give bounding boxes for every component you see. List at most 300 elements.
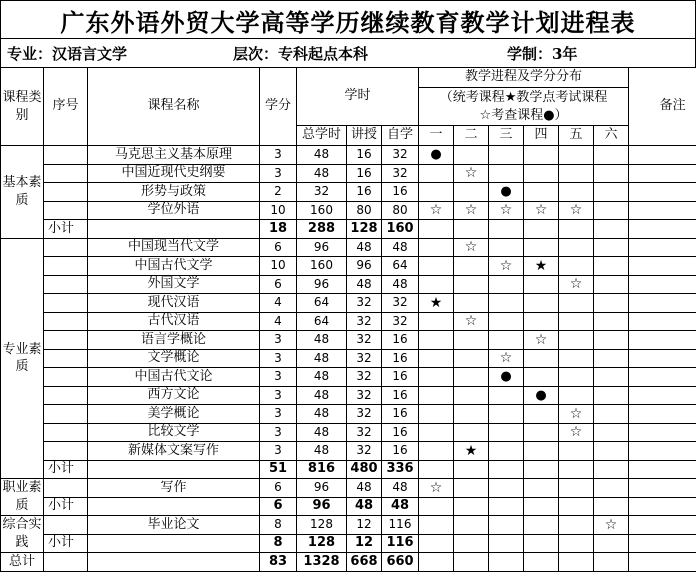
credit-cell: 6	[260, 238, 297, 257]
self-study-cell: 16	[382, 386, 419, 405]
semester-cell	[524, 201, 559, 220]
total-hours-cell: 48	[297, 405, 347, 424]
header-semester-1: 一	[419, 126, 454, 146]
semester-cell	[594, 312, 629, 331]
header-hours: 学时	[297, 68, 419, 126]
subtotal-label: 小计	[44, 534, 88, 553]
semester-cell	[489, 312, 524, 331]
remarks-cell	[629, 164, 696, 183]
semester-cell	[454, 238, 489, 257]
category-label: 综合实践	[1, 516, 44, 553]
credit-cell: 6	[260, 479, 297, 498]
semester-cell	[489, 275, 524, 294]
filled-star-icon: ★	[429, 294, 443, 311]
total-hours-cell: 48	[297, 386, 347, 405]
course-row	[1, 405, 696, 424]
credit-cell: 3	[260, 442, 297, 461]
category-label: 专业素质	[1, 238, 44, 479]
credit-cell: 4	[260, 294, 297, 313]
legend-line-2: ☆考查课程●）	[479, 107, 568, 123]
blank-cell	[88, 497, 260, 516]
remarks-cell	[629, 386, 696, 405]
remarks-cell	[629, 349, 696, 368]
semester-cell	[454, 386, 489, 405]
seq-cell	[44, 312, 88, 331]
remarks-cell	[629, 331, 696, 350]
semester-cell	[489, 405, 524, 424]
blank-cell	[454, 460, 489, 479]
semester-cell	[489, 183, 524, 202]
course-name: 写作	[88, 479, 260, 498]
semester-cell	[594, 238, 629, 257]
semester-cell	[559, 386, 594, 405]
semester-cell	[454, 349, 489, 368]
lecture-hours-cell: 48	[347, 275, 382, 294]
semester-cell	[454, 275, 489, 294]
grand-total-label: 总计	[1, 553, 44, 572]
semester-cell	[594, 423, 629, 442]
semester-cell	[559, 312, 594, 331]
blank-cell	[629, 220, 696, 239]
lecture-hours-cell: 32	[347, 386, 382, 405]
self-study-cell: 32	[382, 146, 419, 165]
self-study-cell: 16	[382, 405, 419, 424]
semester-cell	[454, 312, 489, 331]
total-hours-cell: 160	[297, 257, 347, 276]
subtotal-credit: 51	[260, 460, 297, 479]
semester-cell	[419, 164, 454, 183]
blank-cell	[559, 553, 594, 572]
semester-cell	[524, 238, 559, 257]
self-study-cell: 32	[382, 294, 419, 313]
semester-cell	[489, 516, 524, 535]
blank-cell	[629, 534, 696, 553]
seq-cell	[44, 368, 88, 387]
blank-cell	[629, 497, 696, 516]
seq-cell	[44, 405, 88, 424]
semester-cell	[454, 423, 489, 442]
semester-cell	[454, 368, 489, 387]
course-row	[1, 479, 696, 498]
legend-line-1: （统考课程★教学点考试课程	[439, 89, 608, 105]
subtotal-self: 48	[382, 497, 419, 516]
level-label: 层次：专科起点本科	[233, 45, 369, 63]
seq-cell	[44, 294, 88, 313]
semester-cell	[454, 294, 489, 313]
semester-cell	[489, 238, 524, 257]
header-progress: 教学进程及学分分布	[419, 68, 629, 88]
hollow-star-icon: ☆	[569, 405, 583, 422]
course-name: 毕业论文	[88, 516, 260, 535]
credit-cell: 3	[260, 368, 297, 387]
lecture-hours-cell: 16	[347, 164, 382, 183]
total-hours-cell: 128	[297, 516, 347, 535]
header-seq: 序号	[44, 68, 88, 146]
course-name: 文学概论	[88, 349, 260, 368]
credit-cell: 3	[260, 331, 297, 350]
semester-cell	[524, 312, 559, 331]
semester-cell	[559, 516, 594, 535]
blank-cell	[454, 220, 489, 239]
semester-cell	[419, 257, 454, 276]
self-study-cell: 16	[382, 183, 419, 202]
semester-cell	[489, 349, 524, 368]
header-credit: 学分	[260, 68, 297, 146]
header-legend	[419, 88, 629, 126]
course-name: 比较文学	[88, 423, 260, 442]
blank-cell	[489, 460, 524, 479]
filled-circle-icon: ●	[500, 369, 512, 385]
total-hours-cell: 48	[297, 442, 347, 461]
blank-cell	[88, 220, 260, 239]
credit-cell: 3	[260, 386, 297, 405]
seq-cell	[44, 146, 88, 165]
credit-cell: 3	[260, 405, 297, 424]
total-hours-cell: 48	[297, 368, 347, 387]
self-study-cell: 16	[382, 442, 419, 461]
semester-cell	[454, 331, 489, 350]
semester-cell	[489, 146, 524, 165]
semester-cell	[559, 257, 594, 276]
semester-cell	[559, 294, 594, 313]
blank-cell	[88, 534, 260, 553]
course-row	[1, 312, 696, 331]
self-study-cell: 16	[382, 423, 419, 442]
seq-cell	[44, 238, 88, 257]
hollow-star-icon: ☆	[464, 313, 478, 330]
semester-cell	[419, 312, 454, 331]
header-self: 自学	[382, 126, 419, 146]
blank-cell	[454, 497, 489, 516]
lecture-hours-cell: 12	[347, 516, 382, 535]
major-label: 专业：汉语言文学	[7, 45, 128, 63]
semester-cell	[559, 423, 594, 442]
semester-cell	[594, 349, 629, 368]
semester-cell	[454, 257, 489, 276]
subtotal-row	[1, 497, 696, 516]
blank-cell	[559, 220, 594, 239]
filled-circle-icon: ●	[535, 387, 547, 403]
semester-cell	[524, 164, 559, 183]
blank-cell	[559, 534, 594, 553]
subtotal-credit: 18	[260, 220, 297, 239]
self-study-cell: 16	[382, 368, 419, 387]
self-study-cell: 80	[382, 201, 419, 220]
course-row	[1, 386, 696, 405]
semester-cell	[419, 349, 454, 368]
semester-cell	[419, 183, 454, 202]
hollow-star-icon: ☆	[429, 202, 443, 219]
course-name: 中国古代文论	[88, 368, 260, 387]
semester-cell	[419, 479, 454, 498]
course-name: 中国现当代文学	[88, 238, 260, 257]
remarks-cell	[629, 423, 696, 442]
semester-cell	[524, 405, 559, 424]
semester-cell	[559, 201, 594, 220]
total-hours-cell: 160	[297, 201, 347, 220]
course-name: 学位外语	[88, 201, 260, 220]
seq-cell	[44, 349, 88, 368]
course-name: 外国文学	[88, 275, 260, 294]
subtotal-self: 160	[382, 220, 419, 239]
semester-cell	[454, 479, 489, 498]
course-row	[1, 146, 696, 165]
semester-cell	[419, 405, 454, 424]
subtotal-lecture: 480	[347, 460, 382, 479]
course-name: 中国近现代史纲要	[88, 164, 260, 183]
subtotal-total-hours: 288	[297, 220, 347, 239]
blank-cell	[88, 460, 260, 479]
total-hours-cell: 48	[297, 349, 347, 368]
category-label: 基本素质	[1, 146, 44, 239]
course-row	[1, 331, 696, 350]
self-study-cell: 16	[382, 331, 419, 350]
lecture-hours-cell: 32	[347, 405, 382, 424]
credit-cell: 6	[260, 275, 297, 294]
grand-total-self: 660	[382, 553, 419, 572]
total-hours-cell: 48	[297, 331, 347, 350]
semester-cell	[489, 257, 524, 276]
semester-cell	[524, 368, 559, 387]
subtotal-total-hours: 128	[297, 534, 347, 553]
semester-cell	[594, 405, 629, 424]
header-semester-6: 六	[594, 126, 629, 146]
course-name: 美学概论	[88, 405, 260, 424]
header-category: 课程类别	[1, 68, 44, 146]
lecture-hours-cell: 48	[347, 238, 382, 257]
credit-cell: 10	[260, 257, 297, 276]
semester-cell	[524, 479, 559, 498]
program-info	[0, 38, 696, 67]
semester-cell	[594, 164, 629, 183]
semester-cell	[489, 201, 524, 220]
self-study-cell: 48	[382, 238, 419, 257]
blank-cell	[419, 553, 454, 572]
self-study-cell: 32	[382, 164, 419, 183]
course-row	[1, 201, 696, 220]
hollow-star-icon: ☆	[499, 202, 513, 219]
total-hours-cell: 64	[297, 312, 347, 331]
course-plan-table	[0, 67, 696, 572]
semester-cell	[559, 164, 594, 183]
total-hours-cell: 96	[297, 479, 347, 498]
lecture-hours-cell: 32	[347, 423, 382, 442]
subtotal-label: 小计	[44, 220, 88, 239]
blank-cell	[524, 553, 559, 572]
header-total-hours: 总学时	[297, 126, 347, 146]
seq-cell	[44, 386, 88, 405]
blank-cell	[594, 220, 629, 239]
lecture-hours-cell: 96	[347, 257, 382, 276]
semester-cell	[454, 516, 489, 535]
blank-cell	[629, 553, 696, 572]
grand-total-lecture: 668	[347, 553, 382, 572]
grand-total-hours: 1328	[297, 553, 347, 572]
remarks-cell	[629, 183, 696, 202]
self-study-cell: 48	[382, 275, 419, 294]
hollow-star-icon: ☆	[534, 202, 548, 219]
lecture-hours-cell: 16	[347, 146, 382, 165]
filled-star-icon: ★	[534, 257, 548, 274]
course-row	[1, 349, 696, 368]
semester-cell	[524, 275, 559, 294]
semester-cell	[419, 146, 454, 165]
hollow-star-icon: ☆	[569, 276, 583, 293]
self-study-cell: 48	[382, 479, 419, 498]
semester-cell	[454, 164, 489, 183]
course-name: 中国古代文学	[88, 257, 260, 276]
blank-cell	[419, 220, 454, 239]
remarks-cell	[629, 442, 696, 461]
credit-cell: 10	[260, 201, 297, 220]
hollow-star-icon: ☆	[604, 516, 618, 533]
semester-cell	[419, 201, 454, 220]
page-title: 广东外语外贸大学高等学历继续教育教学计划进程表	[0, 0, 696, 39]
header-remarks: 备注	[629, 68, 696, 146]
subtotal-self: 336	[382, 460, 419, 479]
semester-cell	[594, 331, 629, 350]
semester-cell	[559, 405, 594, 424]
semester-cell	[524, 386, 559, 405]
course-row	[1, 442, 696, 461]
hollow-star-icon: ☆	[569, 202, 583, 219]
semester-cell	[489, 294, 524, 313]
semester-cell	[594, 294, 629, 313]
semester-cell	[594, 257, 629, 276]
subtotal-self: 116	[382, 534, 419, 553]
header-semester-3: 三	[489, 126, 524, 146]
semester-cell	[594, 146, 629, 165]
lecture-hours-cell: 32	[347, 442, 382, 461]
course-name: 形势与政策	[88, 183, 260, 202]
semester-cell	[524, 294, 559, 313]
remarks-cell	[629, 405, 696, 424]
header-lecture: 讲授	[347, 126, 382, 146]
semester-cell	[524, 331, 559, 350]
subtotal-lecture: 48	[347, 497, 382, 516]
semester-cell	[524, 349, 559, 368]
lecture-hours-cell: 48	[347, 479, 382, 498]
semester-cell	[524, 516, 559, 535]
category-label: 职业素质	[1, 479, 44, 516]
semester-cell	[419, 238, 454, 257]
semester-cell	[594, 479, 629, 498]
lecture-hours-cell: 16	[347, 183, 382, 202]
semester-cell	[524, 146, 559, 165]
semester-cell	[489, 331, 524, 350]
blank-cell	[629, 460, 696, 479]
semester-cell	[419, 331, 454, 350]
semester-cell	[489, 423, 524, 442]
total-hours-cell: 32	[297, 183, 347, 202]
credit-cell: 4	[260, 312, 297, 331]
blank-cell	[524, 534, 559, 553]
blank-cell	[419, 534, 454, 553]
remarks-cell	[629, 294, 696, 313]
course-name: 西方文论	[88, 386, 260, 405]
total-hours-cell: 48	[297, 423, 347, 442]
grand-total-row	[1, 553, 696, 572]
total-hours-cell: 96	[297, 275, 347, 294]
semester-cell	[454, 146, 489, 165]
subtotal-label: 小计	[44, 497, 88, 516]
semester-cell	[524, 442, 559, 461]
semester-cell	[594, 516, 629, 535]
hollow-star-icon: ☆	[464, 202, 478, 219]
blank-cell	[524, 220, 559, 239]
remarks-cell	[629, 312, 696, 331]
remarks-cell	[629, 257, 696, 276]
semester-cell	[489, 479, 524, 498]
credit-cell: 3	[260, 423, 297, 442]
course-name: 现代汉语	[88, 294, 260, 313]
hollow-star-icon: ☆	[499, 257, 513, 274]
header-semester-2: 二	[454, 126, 489, 146]
semester-cell	[454, 183, 489, 202]
filled-circle-icon: ●	[430, 147, 442, 163]
semester-cell	[559, 442, 594, 461]
seq-cell	[44, 516, 88, 535]
semester-cell	[454, 405, 489, 424]
semester-cell	[524, 423, 559, 442]
filled-circle-icon: ●	[500, 184, 512, 200]
seq-cell	[44, 275, 88, 294]
subtotal-row	[1, 534, 696, 553]
semester-cell	[419, 516, 454, 535]
filled-star-icon: ★	[464, 442, 478, 459]
semester-cell	[419, 386, 454, 405]
blank-cell	[454, 553, 489, 572]
self-study-cell: 116	[382, 516, 419, 535]
semester-cell	[559, 349, 594, 368]
semester-cell	[489, 442, 524, 461]
course-row	[1, 516, 696, 535]
total-hours-cell: 48	[297, 164, 347, 183]
duration-label: 学制：3年	[507, 45, 578, 63]
course-name: 古代汉语	[88, 312, 260, 331]
blank-cell	[88, 553, 260, 572]
course-row	[1, 164, 696, 183]
total-hours-cell: 64	[297, 294, 347, 313]
subtotal-total-hours: 816	[297, 460, 347, 479]
semester-cell	[419, 294, 454, 313]
hollow-star-icon: ☆	[464, 165, 478, 182]
blank-cell	[489, 220, 524, 239]
blank-cell	[594, 497, 629, 516]
credit-cell: 3	[260, 349, 297, 368]
self-study-cell: 32	[382, 312, 419, 331]
header-semester-4: 四	[524, 126, 559, 146]
subtotal-lecture: 128	[347, 220, 382, 239]
semester-cell	[559, 275, 594, 294]
blank-cell	[489, 553, 524, 572]
semester-cell	[489, 368, 524, 387]
semester-cell	[489, 386, 524, 405]
hollow-star-icon: ☆	[429, 479, 443, 496]
remarks-cell	[629, 201, 696, 220]
lecture-hours-cell: 32	[347, 349, 382, 368]
lecture-hours-cell: 32	[347, 294, 382, 313]
blank-cell	[594, 553, 629, 572]
remarks-cell	[629, 516, 696, 535]
subtotal-row	[1, 460, 696, 479]
seq-cell	[44, 442, 88, 461]
hollow-star-icon: ☆	[534, 331, 548, 348]
course-name: 新媒体文案写作	[88, 442, 260, 461]
semester-cell	[594, 386, 629, 405]
blank-cell	[524, 497, 559, 516]
semester-cell	[419, 275, 454, 294]
